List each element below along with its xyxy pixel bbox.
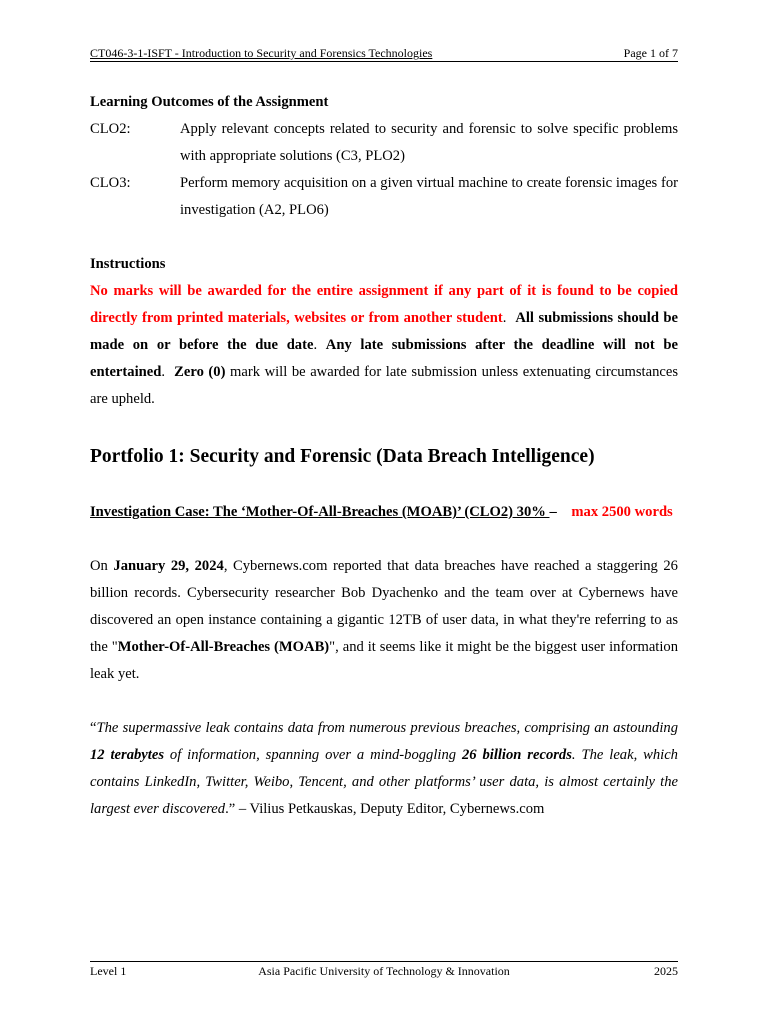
clo-text: Apply relevant concepts related to security and forensic to solve specific problems with appropriate solutions (C3, PLO2) [180,121,678,164]
footer-level: Level 1 [90,964,127,978]
paragraph [90,553,678,688]
page-footer [90,961,678,978]
deadline-rule: All submissions should be made on or before the due date [90,310,679,353]
clo-item [90,116,678,170]
quote-text: . The leak, which contains LinkedIn, Twitter, Weibo, Tencent, and other platforms’ user data, is almost certainly the largest ever discovered [90,747,678,817]
case-title: Investigation Case: The ‘Mother-Of-All-Breaches (MOAB)’ (CLO2) 30% [90,504,550,520]
clo-text: Perform memory acquisition on a given virtual machine to create forensic images for investigation (A2, PLO6) [180,175,678,218]
footer-university: Asia Pacific University of Technology & Innovation [258,964,510,978]
quote-text: of information, spanning over a mind-boggling [164,747,462,763]
plagiarism-warning: No marks will be awarded for the entire assignment if any part of it is found to be copied directly from printed materials, websites or from another student [90,283,678,326]
quote-text: The supermassive leak contains data from numerous previous breaches, comprising an astounding [96,720,678,736]
clo-item [90,170,678,224]
zero-mark: Zero (0) [174,364,226,380]
clo-code: CLO3: [90,175,131,191]
case-dash: – [549,504,557,520]
late-penalty-text: mark will be awarded for late submission unless extenuating circumstances are upheld. [90,364,679,407]
late-rule: Any late submissions after the deadline will not be entertained [90,337,678,380]
case-heading [90,499,678,526]
punct: . [502,310,507,326]
footer-year: 2025 [654,964,678,978]
text-run: , Cybernews.com reported that data breaches have reached a staggering 26 billion records. Cybersecurity researcher Bob Dyachenko and the team over at Cybernews have discovered an open instance containing a gigantic 12TB of user data, in what they're referring to as the " [90,558,678,655]
quote-attribution: .” – Vilius Petkauskas, Deputy Editor, Cybernews.com [225,801,545,817]
text-run: “ [90,720,97,736]
quote-emphasis: 12 terabytes [90,747,164,763]
quote-emphasis: 26 billion records [461,747,572,763]
report-date: January 29, 2024 [113,558,224,574]
page-header [90,45,678,62]
quote [90,715,678,823]
moab-term: Mother-Of-All-Breaches (MOAB) [117,639,330,655]
instructions-text [90,278,678,413]
punct: . [313,337,318,353]
document-body [90,89,678,823]
learning-outcomes-heading: Learning Outcomes of the Assignment [90,94,329,110]
clo-code: CLO2: [90,121,131,137]
portfolio-title: Portfolio 1: Security and Forensic (Data Breach Intelligence) [90,446,595,467]
text-run: ", and it seems like it might be the biggest user information leak yet. [90,639,679,682]
word-limit: max 2500 words [571,504,673,520]
page-number: Page 1 of 7 [623,46,678,60]
text-run: On [90,558,114,574]
course-title: CT046-3-1-ISFT - Introduction to Security and Forensics Technologies [90,46,433,60]
instructions-heading: Instructions [90,256,166,272]
punct: . [161,364,165,380]
